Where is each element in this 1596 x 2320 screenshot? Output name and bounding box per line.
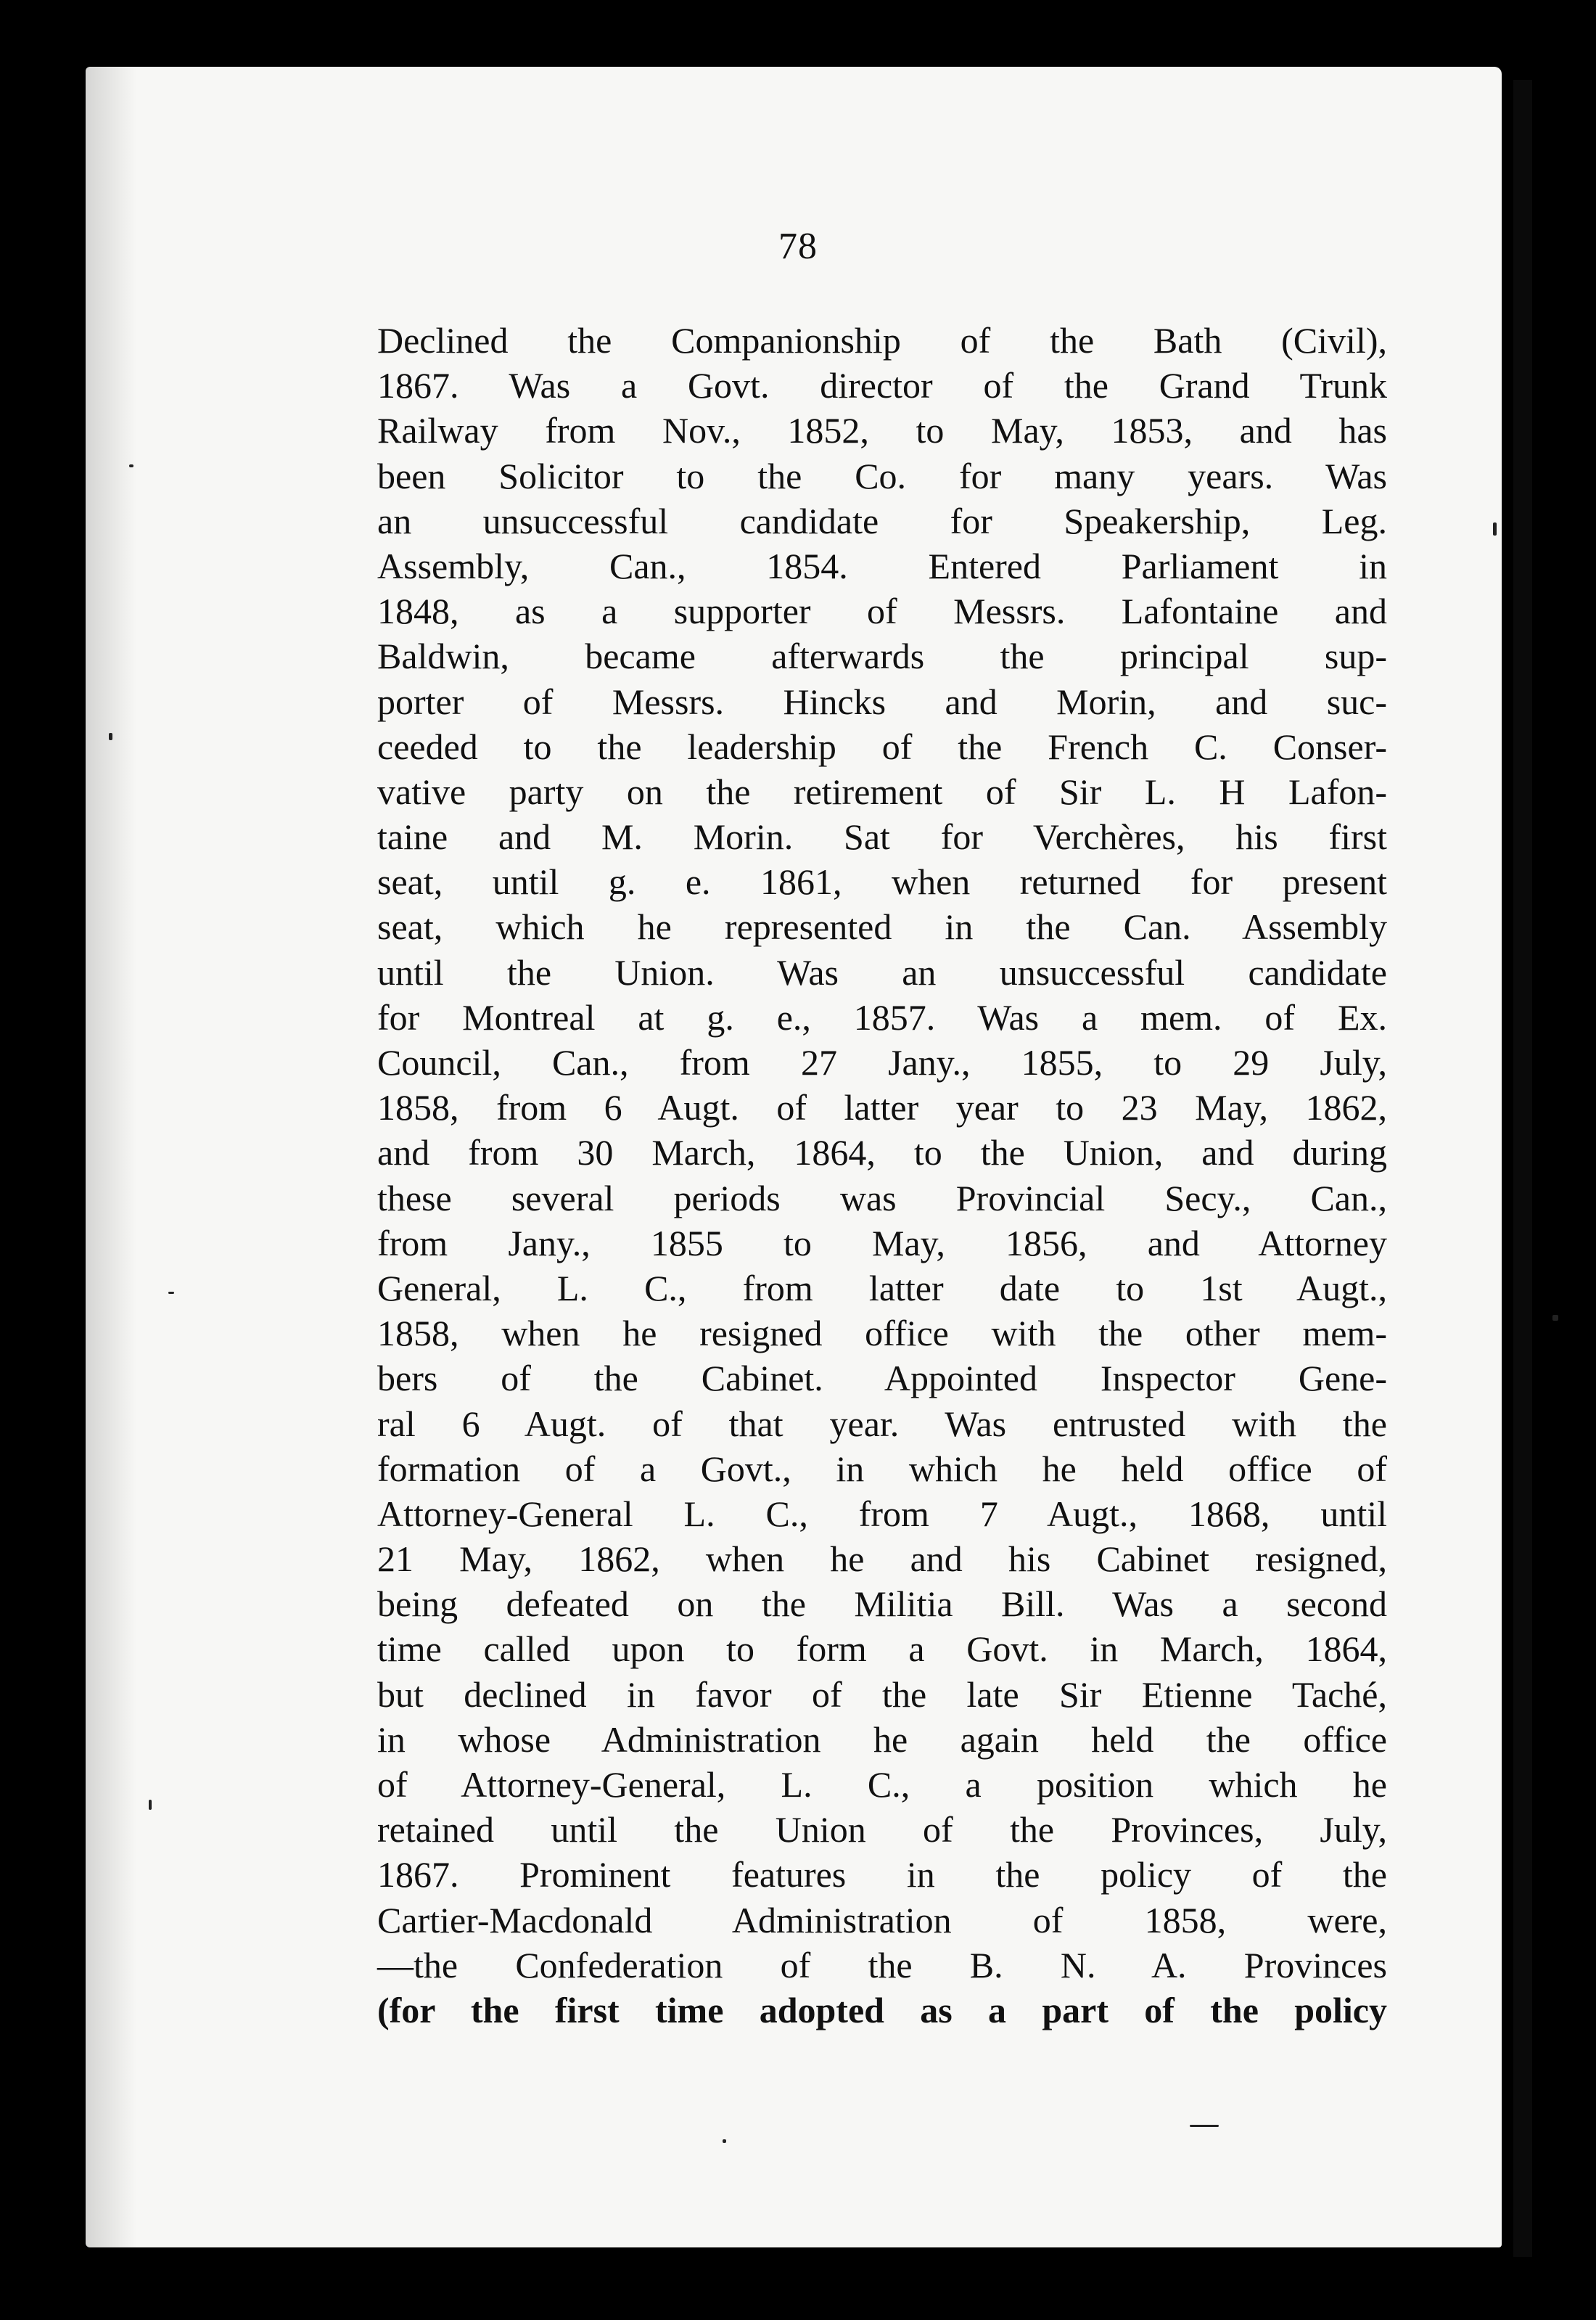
text-line: General, L. C., from latter date to 1st Augt., bbox=[377, 1267, 1387, 1308]
text-line: 1848, as a supporter of Messrs. Lafontaine and bbox=[377, 591, 1387, 632]
text-line: (for the first time adopted as a part of the policy bbox=[377, 1989, 1387, 2030]
text-line: Attorney-General L. C., from 7 Augt., 1868, until bbox=[377, 1493, 1387, 1534]
text-line: an unsuccessful candidate for Speakership, Leg. bbox=[377, 500, 1387, 541]
text-line: seat, until g. e. 1861, when returned for present bbox=[377, 861, 1387, 903]
text-line: 21 May, 1862, when he and his Cabinet resigned, bbox=[377, 1538, 1387, 1580]
text-line: these several periods was Provincial Secy., Can., bbox=[377, 1177, 1387, 1218]
text-line: but declined in favor of the late Sir Etienne Taché, bbox=[377, 1673, 1387, 1715]
text-line: Assembly, Can., 1854. Entered Parliament in bbox=[377, 545, 1387, 586]
text-line: taine and M. Morin. Sat for Verchères, his first bbox=[377, 816, 1387, 858]
text-line: 1867. Prominent features in the policy of the bbox=[377, 1854, 1387, 1895]
text-line: formation of a Govt., in which he held office of bbox=[377, 1448, 1387, 1489]
binding-edge bbox=[1513, 80, 1532, 2257]
text-line: bers of the Cabinet. Appointed Inspector Gene- bbox=[377, 1358, 1387, 1399]
text-line: 1858, when he resigned office with the other mem- bbox=[377, 1313, 1387, 1354]
text-line: Baldwin, became afterwards the principal sup- bbox=[377, 636, 1387, 677]
scan-speck bbox=[1190, 2125, 1219, 2127]
scan-speck bbox=[149, 1800, 152, 1810]
scan-speck bbox=[168, 1292, 174, 1294]
page-number: 78 bbox=[778, 226, 818, 267]
text-line: time called upon to form a Govt. in March, 1864, bbox=[377, 1628, 1387, 1670]
text-line: ral 6 Augt. of that year. Was entrusted with the bbox=[377, 1403, 1387, 1444]
page-left-edge-shadow bbox=[86, 67, 136, 2247]
text-line: Cartier-Macdonald Administration of 1858, were, bbox=[377, 1899, 1387, 1940]
text-line: Railway from Nov., 1852, to May, 1853, and has bbox=[377, 410, 1387, 451]
text-line: 1858, from 6 Augt. of latter year to 23 May, 1862, bbox=[377, 1087, 1387, 1128]
body-text bbox=[377, 318, 1387, 2033]
text-line: Declined the Companionship of the Bath (Civil), bbox=[377, 320, 1387, 361]
text-line: —the Confederation of the B. N. A. Provinces bbox=[377, 1944, 1387, 1985]
text-line: being defeated on the Militia Bill. Was a second bbox=[377, 1583, 1387, 1625]
text-line: and from 30 March, 1864, to the Union, and during bbox=[377, 1132, 1387, 1173]
text-line: in whose Administration he again held the office bbox=[377, 1718, 1387, 1760]
text-line: Council, Can., from 27 Jany., 1855, to 29 July, bbox=[377, 1042, 1387, 1083]
text-line: seat, which he represented in the Can. Assembly bbox=[377, 906, 1387, 948]
scan-speck bbox=[723, 2139, 726, 2143]
text-line: until the Union. Was an unsuccessful candidate bbox=[377, 951, 1387, 993]
scan-speck bbox=[1493, 522, 1497, 536]
scan-speck bbox=[129, 464, 133, 467]
text-line: porter of Messrs. Hincks and Morin, and suc- bbox=[377, 681, 1387, 722]
text-line: 1867. Was a Govt. director of the Grand Trunk bbox=[377, 365, 1387, 406]
text-line: retained until the Union of the Provinces, July, bbox=[377, 1809, 1387, 1850]
text-line: been Solicitor to the Co. for many years. Was bbox=[377, 455, 1387, 496]
text-line: vative party on the retirement of Sir L. H Lafon- bbox=[377, 771, 1387, 812]
text-line: from Jany., 1855 to May, 1856, and Attorney bbox=[377, 1222, 1387, 1263]
text-line: ceeded to the leadership of the French C. Conser- bbox=[377, 726, 1387, 767]
text-line: for Montreal at g. e., 1857. Was a mem. of Ex. bbox=[377, 996, 1387, 1038]
scan-speck bbox=[109, 733, 112, 740]
scan-speck bbox=[1552, 1315, 1558, 1321]
text-line: of Attorney-General, L. C., a position which he bbox=[377, 1764, 1387, 1805]
